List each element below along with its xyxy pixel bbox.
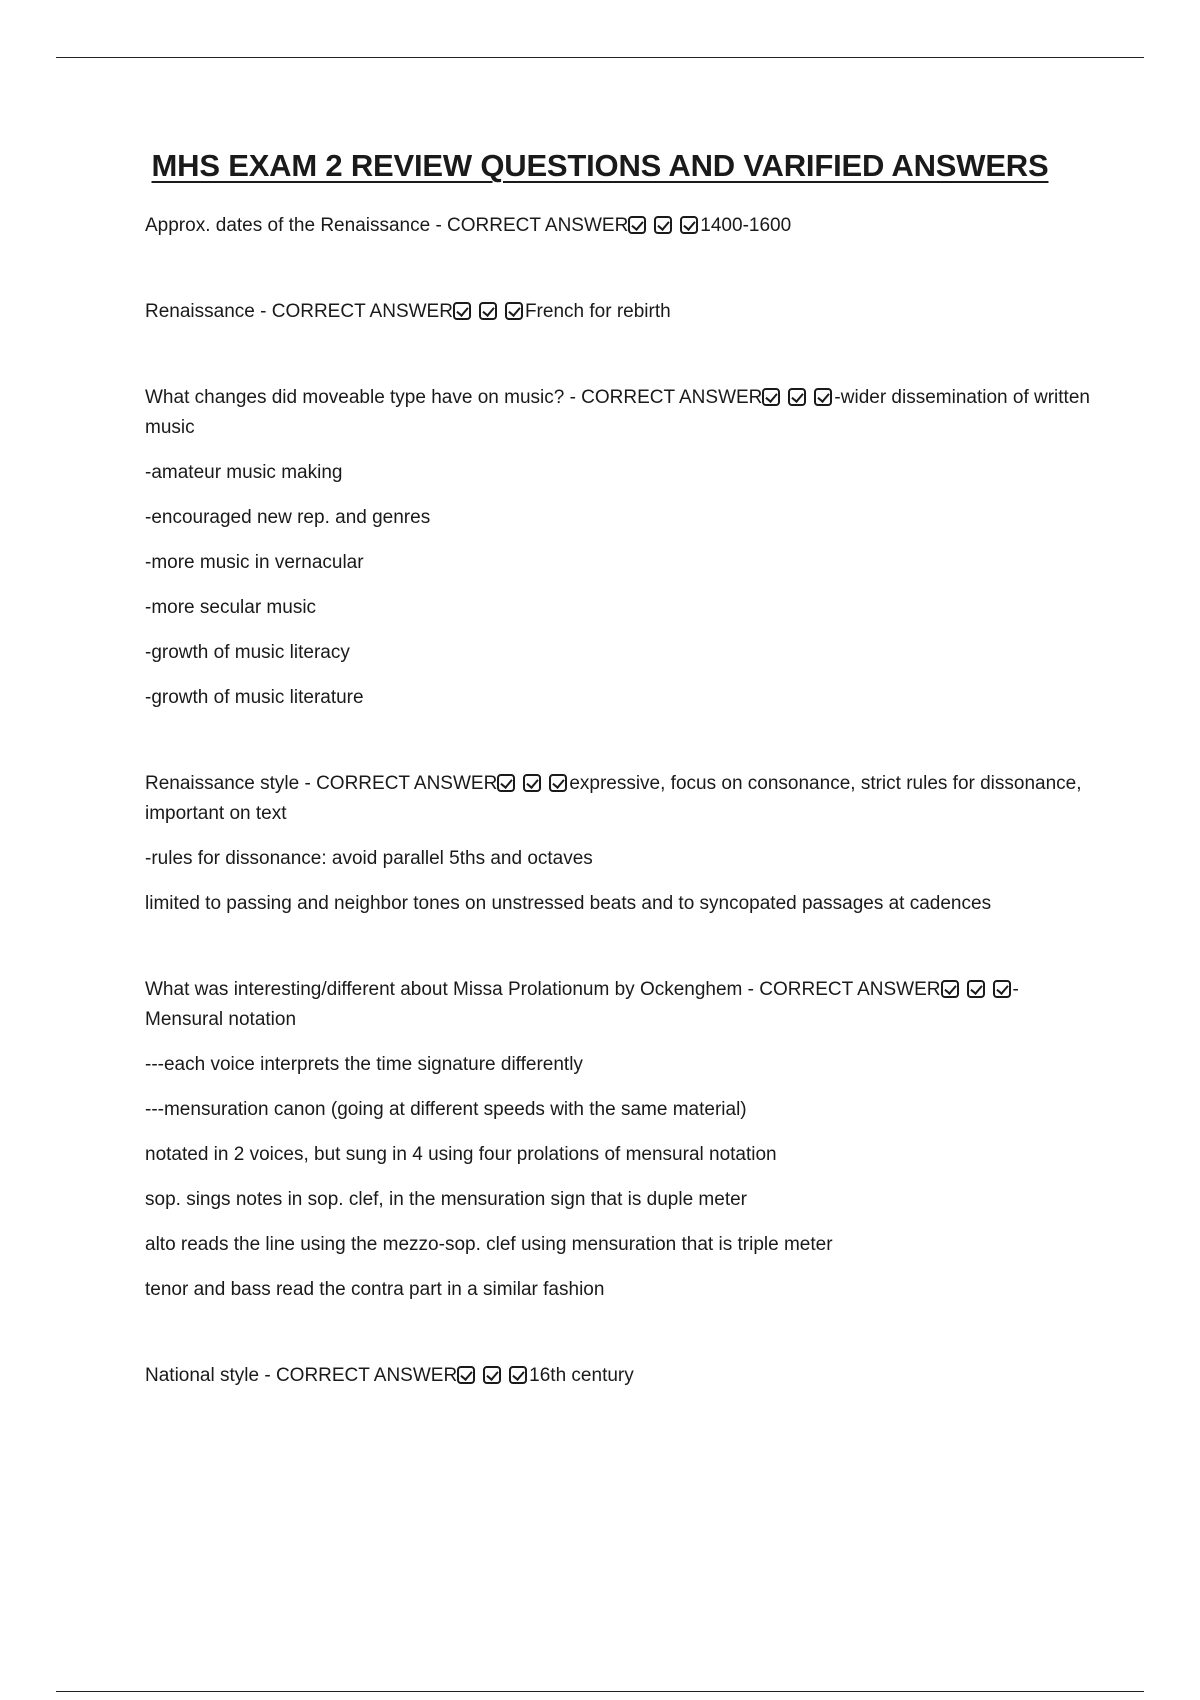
qa-main-line <box>145 383 1090 443</box>
qa-main-line <box>145 297 1090 327</box>
detail-line: -more secular music <box>145 597 317 618</box>
checkbox-checked-icon <box>483 1366 501 1384</box>
answer-text: expressive, focus on consonance, strict rules for dissonance, important on text <box>145 773 1082 824</box>
detail-line: -rules for dissonance: avoid parallel 5ths and octaves <box>145 848 593 869</box>
check-group <box>457 1365 529 1386</box>
detail-line: ---mensuration canon (going at different speeds with the same material) <box>145 1099 747 1120</box>
detail-line: notated in 2 voices, but sung in 4 using four prolations of mensural notation <box>145 1144 777 1165</box>
checkbox-checked-icon <box>967 980 985 998</box>
check-group <box>497 773 569 794</box>
detail-line: alto reads the line using the mezzo-sop. clef using mensuration that is triple meter <box>145 1234 833 1255</box>
checkbox-checked-icon <box>509 1366 527 1384</box>
bottom-rule <box>56 1691 1144 1692</box>
checkbox-checked-icon <box>497 774 515 792</box>
detail-line: ---each voice interprets the time signature differently <box>145 1054 583 1075</box>
question-text: Renaissance style - CORRECT ANSWER <box>145 773 498 794</box>
detail-line: -more music in vernacular <box>145 552 364 573</box>
detail-line: -growth of music literature <box>145 687 364 708</box>
checkbox-checked-icon <box>654 216 672 234</box>
qa-main-line <box>145 211 1090 241</box>
question-text: National style - CORRECT ANSWER <box>145 1365 458 1386</box>
checkbox-checked-icon <box>680 216 698 234</box>
answer-text: -wider dissemination of written music <box>145 387 1090 438</box>
checkbox-checked-icon <box>814 388 832 406</box>
question-text: What changes did moveable type have on music? - CORRECT ANSWER <box>145 387 763 408</box>
check-group <box>941 979 1013 1000</box>
qa-item <box>145 769 1090 919</box>
checkbox-checked-icon <box>523 774 541 792</box>
qa-item <box>145 297 1090 327</box>
detail-line: -growth of music literacy <box>145 642 350 663</box>
qa-item <box>145 383 1090 713</box>
checkbox-checked-icon <box>505 302 523 320</box>
document-title: MHS EXAM 2 REVIEW QUESTIONS AND VARIFIED ANSWERS <box>151 148 1049 183</box>
top-rule <box>56 57 1144 58</box>
checkbox-checked-icon <box>549 774 567 792</box>
detail-line: sop. sings notes in sop. clef, in the mensuration sign that is duple meter <box>145 1189 747 1210</box>
checkbox-checked-icon <box>457 1366 475 1384</box>
answer-text: -Mensural notation <box>145 979 1019 1030</box>
checkbox-checked-icon <box>628 216 646 234</box>
detail-line: limited to passing and neighbor tones on unstressed beats and to syncopated passages at cadences <box>145 893 992 914</box>
checkbox-checked-icon <box>788 388 806 406</box>
question-text: Approx. dates of the Renaissance - CORRECT ANSWER <box>145 215 629 236</box>
qa-list <box>145 211 1090 1447</box>
answer-text: 1400-1600 <box>700 215 792 236</box>
qa-item <box>145 1361 1090 1391</box>
checkbox-checked-icon <box>479 302 497 320</box>
qa-main-line <box>145 769 1090 829</box>
check-group <box>762 387 834 408</box>
detail-line: -amateur music making <box>145 462 343 483</box>
qa-item <box>145 975 1090 1305</box>
answer-text: French for rebirth <box>524 301 671 322</box>
check-group <box>628 215 700 236</box>
qa-main-line <box>145 975 1090 1035</box>
checkbox-checked-icon <box>453 302 471 320</box>
answer-text: 16th century <box>529 1365 634 1386</box>
detail-line: tenor and bass read the contra part in a similar fashion <box>145 1279 605 1300</box>
checkbox-checked-icon <box>993 980 1011 998</box>
question-text: Renaissance - CORRECT ANSWER <box>145 301 453 322</box>
checkbox-checked-icon <box>762 388 780 406</box>
check-group <box>453 301 525 322</box>
checkbox-checked-icon <box>941 980 959 998</box>
qa-item <box>145 211 1090 241</box>
question-text: What was interesting/different about Missa Prolationum by Ockenghem - CORRECT ANSWER <box>145 979 941 1000</box>
detail-line: -encouraged new rep. and genres <box>145 507 431 528</box>
qa-main-line <box>145 1361 1090 1391</box>
